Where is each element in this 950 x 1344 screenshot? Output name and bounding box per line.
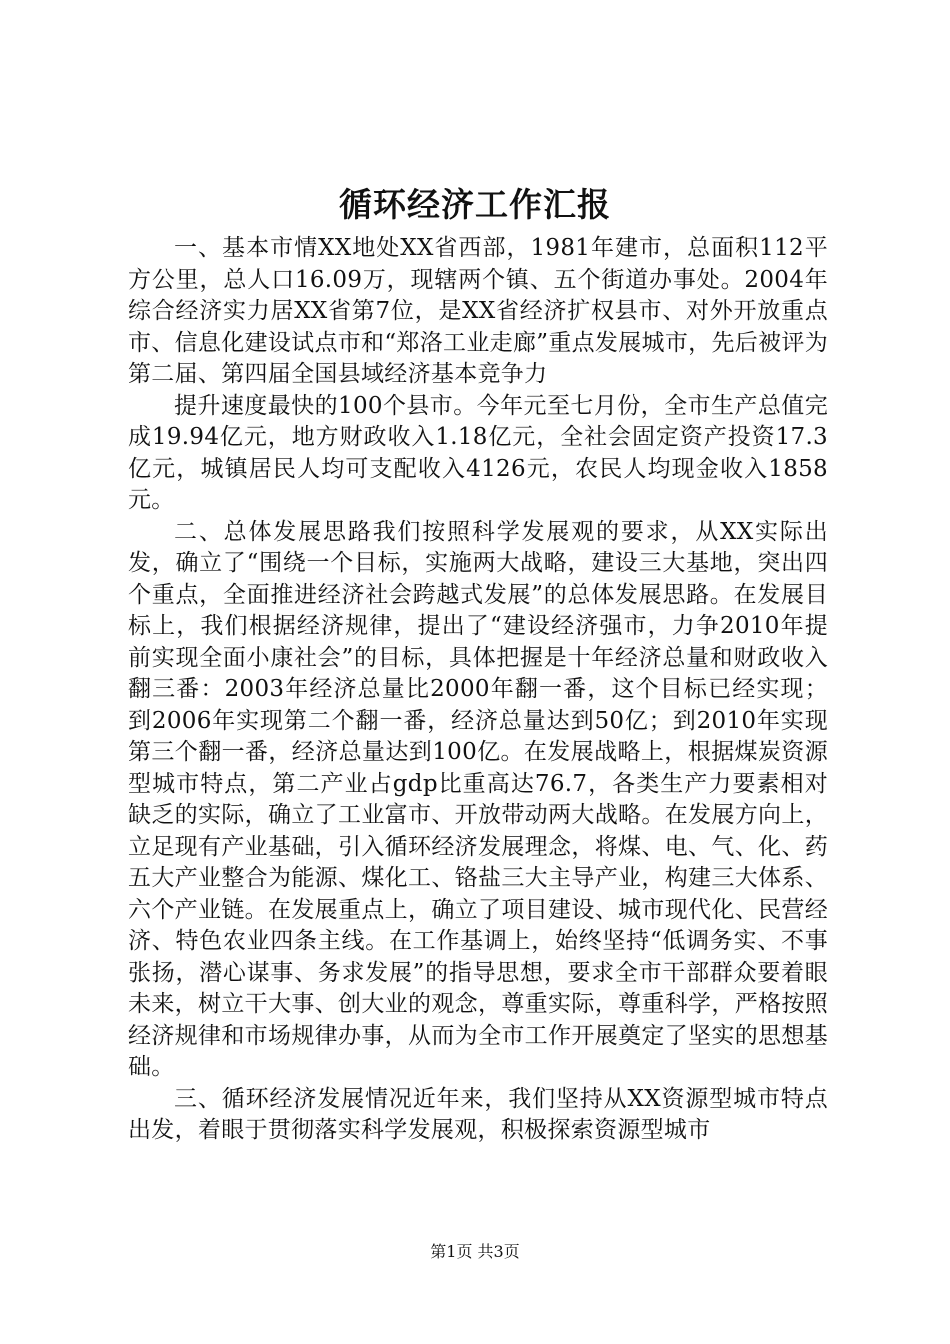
- paragraph-basic-situation: 一、基本市情XX地处XX省西部，1981年建市，总面积112平方公里，总人口16.09万，现辖两个镇、五个街道办事处。2004年综合经济实力居XX省第7位，是XX省经济扩权县市、对外开放重点市、信息化建设试点市和“郑洛工业走廊”重点发展城市，先后被评为第二届、第四届全国县域经济基本竞争力: [128, 235, 828, 387]
- paragraph-circular-economy: 三、循环经济发展情况近年来，我们坚持从XX资源型城市特点出发，着眼于贯彻落实科学发展观，积极探索资源型城市: [128, 1085, 828, 1143]
- paragraph-development-ideas: 二、总体发展思路我们按照科学发展观的要求，从XX实际出发，确立了“围绕一个目标，实施两大战略，建设三大基地，突出四个重点，全面推进经济社会跨越式发展”的总体发展思路。在发展目标上，我们根据经济规律，提出了“建设经济强市，力争2010年提前实现全面小康社会”的目标，具体把握是十年经济总量和财政收入翻三番：2003年经济总量比2000年翻一番，这个目标已经实现；到2006年实现第二个翻一番，经济总量达到50亿；到2010年实现第三个翻一番，经济总量达到100亿。在发展战略上，根据煤炭资源型城市特点，第二产业占gdp比重高达76.7，各类生产力要素相对缺乏的实际，确立了工业富市、开放带动两大战略。在发展方向上，立足现有产业基础，引入循环经济发展理念，将煤、电、气、化、药五大产业整合为能源、煤化工、铬盐三大主导产业，构建三大体系、六个产业链。在发展重点上，确立了项目建设、城市现代化、民营经济、特色农业四条主线。在工作基调上，始终坚持“低调务实、不事张扬，潜心谋事、务求发展”的指导思想，要求全市干部群众要着眼未来，树立干大事、创大业的观念，尊重实际，尊重科学，严格按照经济规律和市场规律办事，从而为全市工作开展奠定了坚实的思想基础。: [128, 518, 828, 1080]
- document-body: [128, 233, 828, 1147]
- paragraph-economic-indicators: 提升速度最快的100个县市。今年元至七月份，全市生产总值完成19.94亿元，地方财政收入1.18亿元，全社会固定资产投资17.3亿元，城镇居民人均可支配收入4126元，农民人均现金收入1858元。: [128, 392, 828, 513]
- page-number-footer: 第1页 共3页: [430, 1242, 520, 1261]
- document-title: 循环经济工作汇报: [339, 185, 611, 224]
